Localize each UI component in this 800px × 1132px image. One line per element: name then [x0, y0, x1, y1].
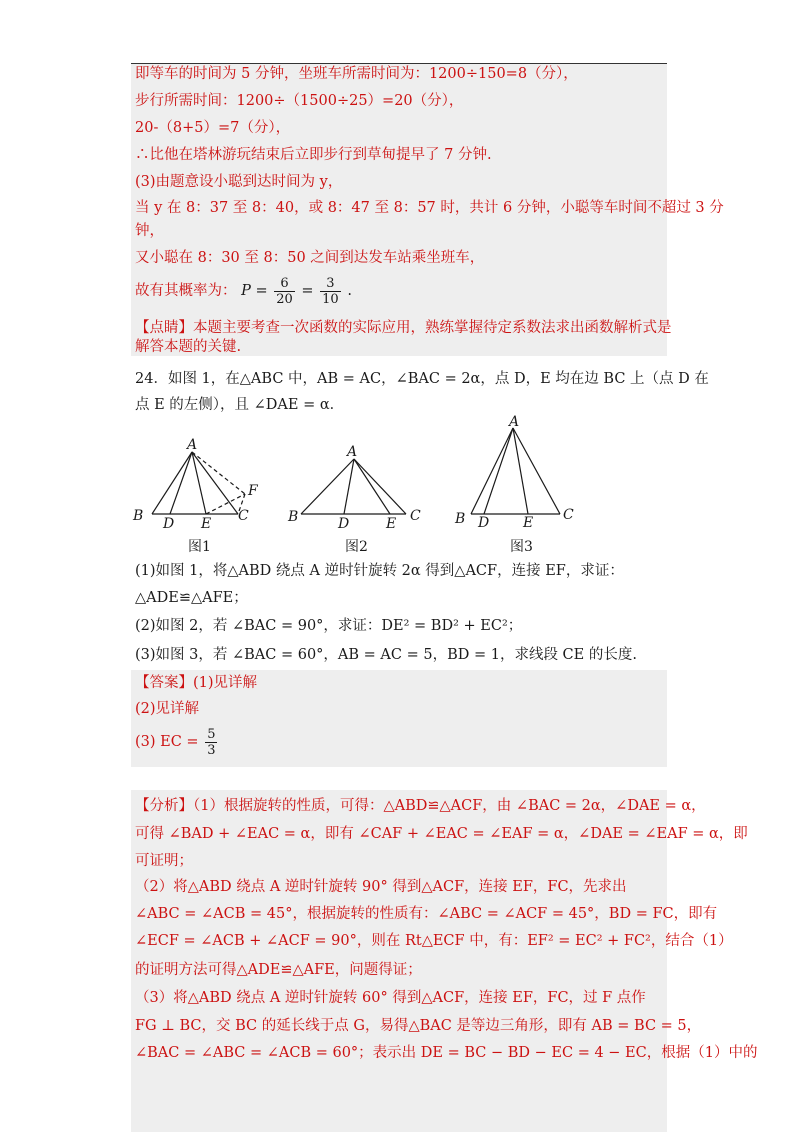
analysis-line-2: 可得 ∠BAD + ∠EAC = α，即有 ∠CAF + ∠EAC = ∠EAF = α，∠DAE = ∠EAF = α，即	[135, 826, 748, 842]
fraction-5-3	[205, 727, 217, 758]
fig2-label-e: E	[386, 516, 397, 532]
answer-1-text: 【答案】(1)见详解	[135, 675, 258, 691]
fig1-label-d: D	[163, 516, 175, 532]
fig2-segment-ae	[354, 459, 390, 514]
fraction-denominator: 3	[207, 742, 216, 758]
fig1-label-c: C	[238, 508, 249, 524]
fraction-numerator: 5	[207, 726, 216, 742]
fig3-label-a: A	[509, 414, 520, 430]
solution-line-3: 20-（8+5）=7（分），	[135, 120, 291, 136]
solution-line-7: 钟，	[135, 223, 164, 239]
figure-1	[152, 452, 245, 514]
figure-2	[301, 459, 406, 514]
analysis-line-5: ∠ABC = ∠ACB = 45°，根据旋转的性质有：∠ABC = ∠ACF = 45°，BD = FC，即有	[135, 906, 718, 922]
fig1-label-e: E	[201, 516, 212, 532]
solution-line-1: 即等车的时间为 5 分钟，坐班车所需时间为：1200÷150=8（分），	[135, 66, 578, 82]
fig1-label-f: F	[248, 483, 258, 499]
fraction-numerator: 6	[274, 276, 295, 292]
fig1-label-a: A	[187, 437, 198, 453]
equals-sign: =	[301, 283, 314, 299]
fig2-label-b: B	[288, 509, 299, 525]
period: .	[347, 283, 352, 299]
fraction-denominator: 20	[276, 291, 293, 307]
question-1-line-1: (1)如图 1，将△ABD 绕点 A 逆时针旋转 2α 得到△ACF，连接 EF，求证：	[135, 563, 624, 579]
answer-line-2: (2)见详解	[135, 701, 200, 717]
question-1-line-2: △ADE≌△AFE；	[135, 590, 248, 606]
fig3-side-ab	[471, 428, 513, 514]
fig1-segment-ad	[170, 452, 192, 514]
probability-prefix: 故有其概率为：	[135, 283, 237, 299]
comment-line-1: 【点睛】本题主要考查一次函数的实际应用，熟练掌握待定系数法求出函数解析式是	[135, 320, 672, 336]
solution-line-5: (3)由题意设小聪到达时间为 y，	[135, 174, 343, 190]
figure-2-caption: 图2	[345, 539, 368, 555]
fraction-denominator: 10	[322, 291, 339, 307]
answer-line-1	[135, 673, 257, 693]
fig3-label-e: E	[523, 515, 534, 531]
answer-3-prefix: (3) EC =	[135, 734, 199, 750]
comment-line-2: 解答本题的关键.	[135, 339, 242, 355]
solution-line-2: 步行所需时间：1200÷（1500÷25）=20（分），	[135, 93, 464, 109]
fig2-label-c: C	[410, 508, 421, 524]
fig3-label-d: D	[478, 515, 490, 531]
problem-line-2: 点 E 的左侧），且 ∠DAE = α．	[135, 397, 345, 413]
fig2-side-ac	[354, 459, 406, 514]
analysis-line-10: ∠BAC = ∠ABC = ∠ACB = 60°；表示出 DE = BC − BD − EC = 4 − EC，根据（1）中的	[135, 1045, 758, 1061]
fig1-side-ab	[152, 452, 192, 514]
question-2: (2)如图 2，若 ∠BAC = 90°，求证：DE² = BD² + EC²；	[135, 618, 523, 634]
fig3-segment-ad	[484, 428, 513, 514]
probability-symbol: P =	[241, 283, 268, 299]
figure-3-caption: 图3	[510, 539, 533, 555]
figure-1-caption: 图1	[188, 539, 211, 555]
fig3-label-b: B	[455, 511, 466, 527]
fig3-label-c: C	[563, 507, 574, 523]
figure-3	[471, 428, 560, 514]
analysis-line-1: 【分析】（1）根据旋转的性质，可得：△ABD≌△ACF，由 ∠BAC = 2α，∠DAE = α，	[135, 798, 706, 814]
analysis-line-7: 的证明方法可得△ADE≌△AFE，问题得证；	[135, 962, 422, 978]
solution-line-4: ∴比他在塔林游玩结束后立即步行到草甸提早了 7 分钟.	[135, 147, 492, 163]
solution-line-6: 当 y 在 8：37 至 8：40，或 8：47 至 8：57 时，共计 6 分钟，小聪等车时间不超过 3 分	[135, 200, 724, 216]
fig2-label-d: D	[338, 516, 350, 532]
analysis-line-8: （3）将△ABD 绕点 A 逆时针旋转 60° 得到△ACF，连接 EF，FC，过 F 点作	[135, 990, 646, 1006]
fraction-numerator: 3	[320, 276, 341, 292]
problem-line-1: 24．如图 1，在△ABC 中，AB = AC，∠BAC = 2α，点 D，E 均在边 BC 上（点 D 在	[135, 371, 709, 387]
analysis-line-9: FG ⊥ BC，交 BC 的延长线于点 G，易得△BAC 是等边三角形，即有 AB = BC = 5，	[135, 1018, 702, 1034]
analysis-line-4: （2）将△ABD 绕点 A 逆时针旋转 90° 得到△ACF，连接 EF，FC，先求出	[135, 879, 627, 895]
analysis-line-6: ∠ECF = ∠ACB + ∠ACF = 90°，则在 Rt△ECF 中，有：EF² = EC² + FC²，结合（1）	[135, 933, 733, 949]
solution-line-8: 又小聪在 8：30 至 8：50 之间到达发车站乘坐班车，	[135, 250, 485, 266]
answer-line-3	[135, 724, 219, 760]
fig1-label-b: B	[133, 508, 144, 524]
analysis-line-3: 可证明；	[135, 853, 193, 869]
fig2-label-a: A	[347, 444, 358, 460]
question-3: (3)如图 3，若 ∠BAC = 60°，AB = AC = 5，BD = 1，求线段 CE 的长度.	[135, 647, 637, 663]
